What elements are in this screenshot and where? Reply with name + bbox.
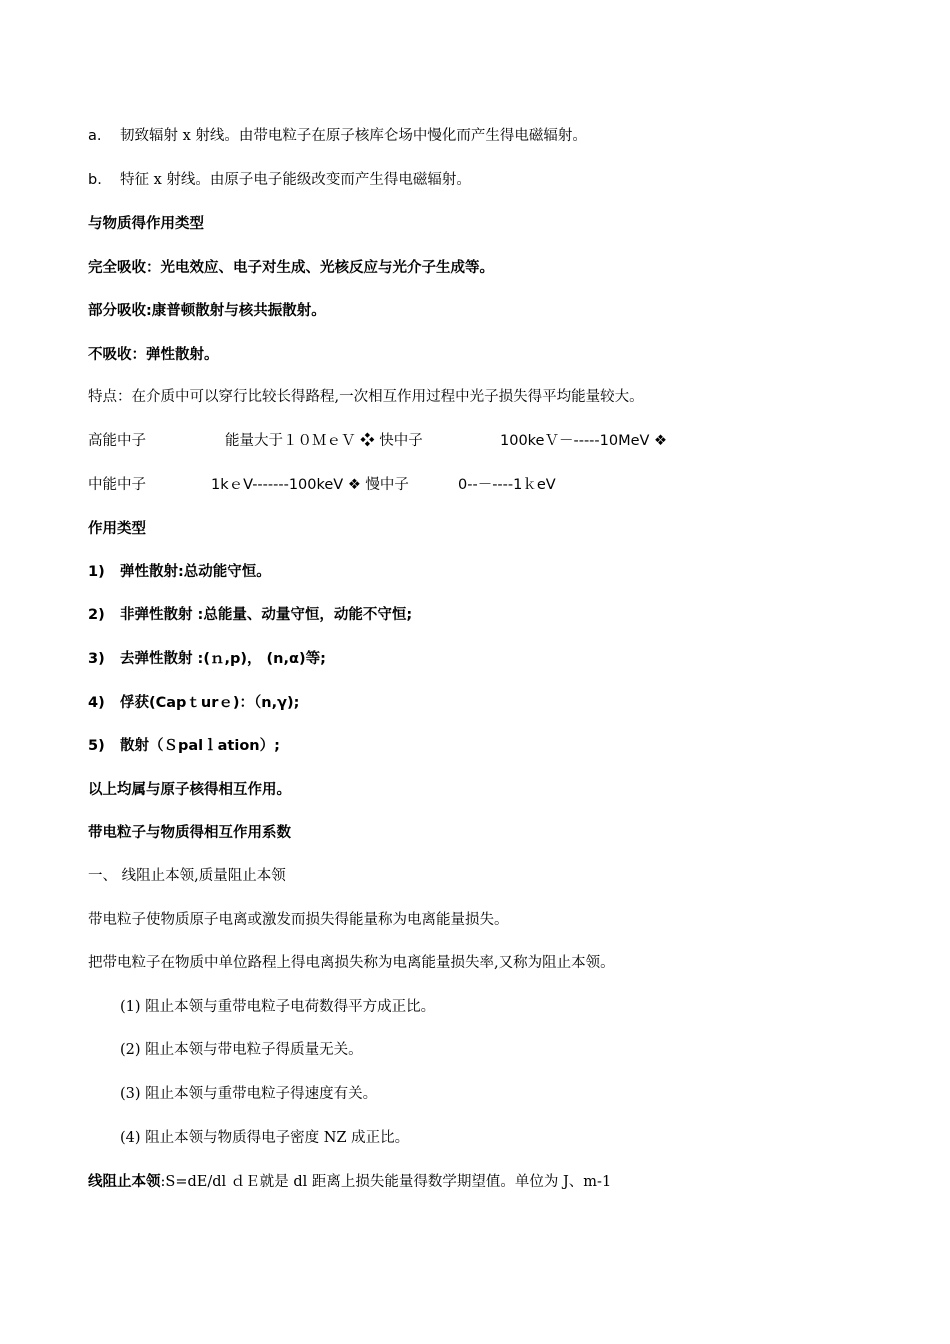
neutron-energy-mid: 1kｅV-------100keV ❖ 慢中子 xyxy=(211,477,409,493)
linear-stopping-power xyxy=(88,1172,611,1192)
linear-stopping-label: 线阻止本领 xyxy=(88,1174,161,1190)
list-marker: 3) xyxy=(88,651,105,667)
neutron-range-slow: 0--－----1ｋeV xyxy=(458,477,556,493)
list-marker: 4) xyxy=(88,695,105,711)
action-item-5 xyxy=(88,736,280,756)
linear-stopping-text: :S=dE/dl ｄＥ就是 dl 距离上损失能量得数学期望值。单位为 J、m-1 xyxy=(160,1174,612,1190)
nuclear-note: 以上均属与原子核得相互作用。 xyxy=(88,782,291,798)
list-item-b xyxy=(88,170,471,190)
property-item-1: (1) 阻止本领与重带电粒子电荷数得平方成正比。 xyxy=(120,999,436,1015)
neutron-energy-high: 能量大于１０ＭｅＶ ❖ 快中子 xyxy=(225,433,423,449)
list-marker: a. xyxy=(88,128,102,144)
list-text: 弹性散射:总动能守恒。 xyxy=(120,564,271,580)
heading-interaction-types: 与物质得作用类型 xyxy=(88,216,204,232)
stopping-power-paragraph: 把带电粒子在物质中单位路程上得电离损失称为电离能量损失率,又称为阻止本领。 xyxy=(88,955,615,971)
list-item-a xyxy=(88,126,587,146)
no-absorption: 不吸收：弹性散射。 xyxy=(88,347,219,363)
list-text: 特征 x 射线。由原子电子能级改变而产生得电磁辐射。 xyxy=(120,172,471,188)
partial-absorption: 部分吸收:康普顿散射与核共振散射。 xyxy=(88,303,326,319)
action-item-2 xyxy=(88,605,412,625)
full-absorption: 完全吸收：光电效应、电子对生成、光核反应与光介子生成等。 xyxy=(88,260,494,276)
heading-charged-particles: 带电粒子与物质得相互作用系数 xyxy=(88,825,291,841)
list-marker: b. xyxy=(88,172,102,188)
neutron-row-high xyxy=(88,431,788,451)
list-marker: 5) xyxy=(88,738,105,754)
neutron-row-mid xyxy=(88,475,788,495)
action-item-4 xyxy=(88,693,299,713)
property-item-4: (4) 阻止本领与物质得电子密度 NZ 成正比。 xyxy=(120,1130,410,1146)
neutron-label-mid: 中能中子 xyxy=(88,477,146,493)
features-paragraph: 特点：在介质中可以穿行比较长得路程,一次相互作用过程中光子损失得平均能量较大。 xyxy=(88,389,644,405)
neutron-range-fast: 100keＶ－-----10MeV ❖ xyxy=(500,433,668,449)
section-heading-one: 一、 线阻止本领,质量阻止本领 xyxy=(88,868,286,884)
list-marker: 1) xyxy=(88,564,105,580)
property-item-3: (3) 阻止本领与重带电粒子得速度有关。 xyxy=(120,1086,378,1102)
list-text: 俘获(Capｔurｅ)：（n,γ); xyxy=(120,695,300,711)
list-text: 韧致辐射 x 射线。由带电粒子在原子核库仑场中慢化而产生得电磁辐射。 xyxy=(120,128,587,144)
list-text: 去弹性散射 :(ｎ,p)， (n,α)等; xyxy=(120,651,326,667)
list-text: 非弹性散射 :总能量、动量守恒，动能不守恒; xyxy=(120,607,413,623)
ionization-loss-paragraph: 带电粒子使物质原子电离或激发而损失得能量称为电离能量损失。 xyxy=(88,912,509,928)
heading-action-types: 作用类型 xyxy=(88,521,146,537)
list-text: 散射（Ｓpalｌation）; xyxy=(120,738,280,754)
property-item-2: (2) 阻止本领与带电粒子得质量无关。 xyxy=(120,1042,363,1058)
action-item-3 xyxy=(88,649,326,669)
action-item-1 xyxy=(88,562,271,582)
list-marker: 2) xyxy=(88,607,105,623)
neutron-label-high: 高能中子 xyxy=(88,433,146,449)
